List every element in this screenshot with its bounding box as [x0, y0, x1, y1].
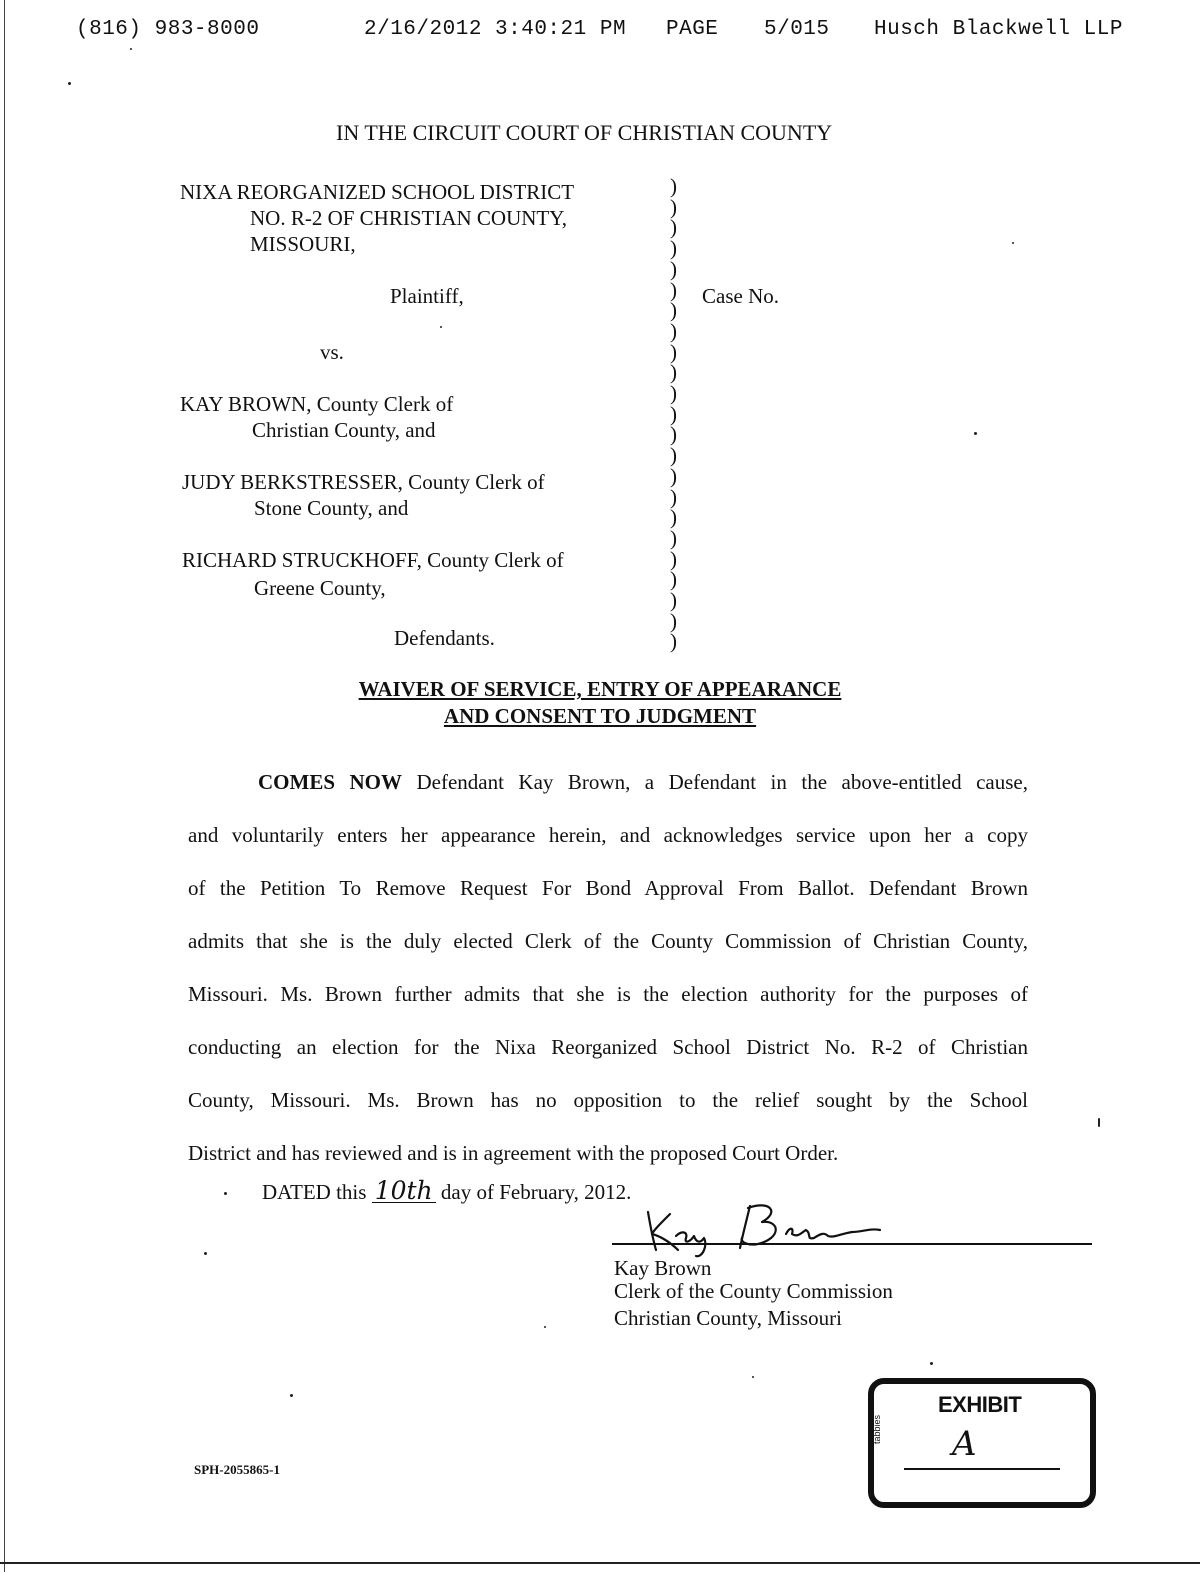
body-line-5: Missouri. Ms. Brown further admits that she is the election authority for the purposes of: [188, 982, 1028, 1006]
caption-paren: ): [670, 174, 677, 198]
defendant-2-line-2: Stone County, and: [254, 496, 409, 520]
caption-paren: ): [670, 215, 677, 240]
signer-name: Kay Brown: [614, 1256, 712, 1280]
caption-paren: ): [670, 360, 677, 385]
scan-speck: [290, 1394, 293, 1397]
caption-paren: ): [670, 422, 677, 447]
exhibit-sticker: [868, 1378, 1096, 1508]
body-line-8: District and has reviewed and is in agreement with the proposed Court Order.: [188, 1141, 839, 1165]
scan-speck: [1012, 242, 1014, 244]
scan-speck: [752, 1376, 754, 1378]
plaintiff-line-3: MISSOURI,: [250, 232, 356, 256]
versus: vs.: [320, 340, 344, 364]
defendant-3-line-2: Greene County,: [254, 576, 386, 600]
caption-paren: ): [670, 401, 677, 426]
defendant-3-line-1: RICHARD STRUCKHOFF, County Clerk of: [182, 548, 564, 572]
scan-speck: [974, 432, 977, 435]
title-line-1: WAIVER OF SERVICE, ENTRY OF APPEARANCE: [358, 677, 842, 701]
defendant-2-line-1: JUDY BERKSTRESSER, County Clerk of: [182, 470, 545, 494]
body-line-1: COMES NOW Defendant Kay Brown, a Defendant in the above-entitled cause,: [258, 770, 1028, 794]
plaintiff-line-1: NIXA REORGANIZED SCHOOL DISTRICT: [180, 180, 575, 204]
caption-paren: ): [670, 256, 677, 281]
plaintiff-role: Plaintiff,: [390, 284, 464, 308]
caption-paren: ): [670, 525, 677, 550]
caption-paren-column: [670, 176, 677, 652]
fax-firm: Husch Blackwell LLP: [874, 18, 1123, 41]
exhibit-label: EXHIBIT: [938, 1392, 1022, 1417]
body-lead: COMES NOW: [258, 770, 402, 794]
caption-paren: ): [670, 608, 677, 633]
caption-paren: ): [670, 567, 677, 592]
body-line-7: County, Missouri. Ms. Brown has no opposition to the relief sought by the School: [188, 1088, 1028, 1112]
scan-speck: [544, 1326, 546, 1328]
body-line-6: conducting an election for the Nixa Reorganized School District No. R-2 of Christian: [188, 1035, 1028, 1059]
caption-paren: ): [670, 277, 677, 302]
caption-paren: ): [670, 546, 677, 571]
signer-county: Christian County, Missouri: [614, 1306, 842, 1330]
fax-phone: (816) 983-8000: [76, 18, 260, 41]
scan-speck: [440, 326, 442, 328]
caption-paren: ): [670, 505, 677, 530]
scan-speck: [930, 1362, 933, 1365]
caption-paren: ): [670, 318, 677, 343]
case-no-label: Case No.: [702, 284, 779, 308]
page-edge-left: [4, 0, 5, 1572]
fax-page-number: 5/015: [764, 18, 830, 41]
exhibit-letter: A: [952, 1424, 977, 1464]
exhibit-brand: tabbies: [872, 1414, 882, 1444]
scan-speck: [224, 1192, 227, 1195]
signature-line: [612, 1243, 1092, 1245]
page-edge-bottom: [0, 1562, 1200, 1564]
defendants-role: Defendants.: [394, 626, 495, 650]
caption-paren: ): [670, 443, 677, 468]
fax-datetime: 2/16/2012 3:40:21 PM: [364, 18, 627, 41]
caption-paren: ): [670, 463, 677, 488]
caption-paren: ): [670, 194, 677, 219]
body-paragraph: [188, 756, 1028, 1180]
document-title: [0, 676, 1200, 730]
dated-day: 10th: [372, 1180, 436, 1203]
plaintiff-line-2: NO. R-2 OF CHRISTIAN COUNTY,: [250, 206, 567, 230]
scan-speck: [68, 82, 71, 85]
scan-speck: [130, 48, 132, 50]
body-line-2: and voluntarily enters her appearance herein, and acknowledges service upon her a copy: [188, 823, 1028, 847]
court-heading: IN THE CIRCUIT COURT OF CHRISTIAN COUNTY: [336, 120, 833, 145]
scan-speck: [1098, 1118, 1100, 1127]
exhibit-line: [904, 1468, 1060, 1470]
caption-paren: ): [670, 236, 677, 261]
caption-paren: ): [670, 339, 677, 364]
handwritten-signature: [630, 1198, 890, 1258]
scan-speck: [204, 1252, 207, 1255]
caption-paren: ): [670, 588, 677, 613]
dated-line: DATED this 10th day of February, 2012.: [262, 1176, 632, 1205]
caption-paren: ): [670, 629, 677, 654]
fax-page-label: PAGE: [666, 18, 719, 41]
caption-paren: ): [670, 381, 677, 406]
body-line-3: of the Petition To Remove Request For Bond Approval From Ballot. Defendant Brown: [188, 876, 1028, 900]
body-line-4: admits that she is the duly elected Clerk of the County Commission of Christian County,: [188, 929, 1028, 953]
document-id: SPH-2055865-1: [194, 1462, 280, 1477]
defendant-1-line-2: Christian County, and: [252, 418, 436, 442]
defendant-1-line-1: KAY BROWN, County Clerk of: [180, 392, 454, 416]
caption-paren: ): [670, 484, 677, 509]
title-line-2: AND CONSENT TO JUDGMENT: [443, 704, 757, 728]
caption-paren: ): [670, 298, 677, 323]
signer-title: Clerk of the County Commission: [614, 1279, 893, 1303]
